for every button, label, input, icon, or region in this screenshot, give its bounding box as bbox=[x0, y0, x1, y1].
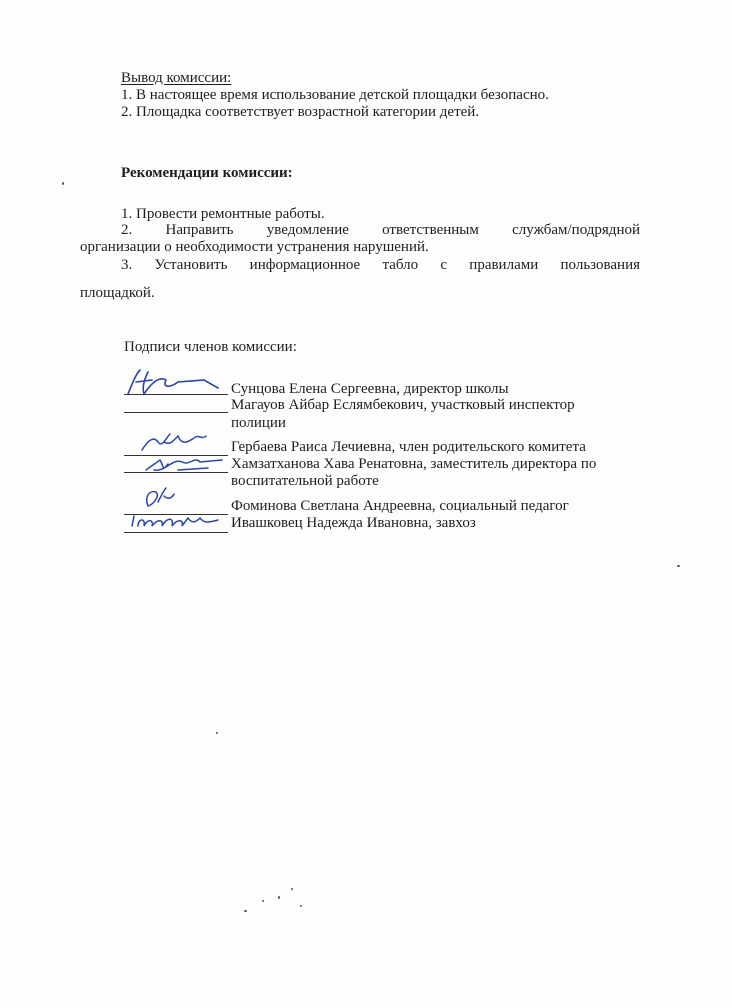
scan-speck bbox=[262, 900, 264, 902]
signature-6-icon bbox=[126, 508, 226, 534]
conclusion-item-2: 2. Площадка соответствует возрастной категории детей. bbox=[121, 104, 480, 120]
signatures-heading: Подписи членов комиссии: bbox=[124, 339, 297, 355]
signature-1-icon bbox=[118, 366, 234, 400]
member-6-name: Ивашковец Надежда Ивановна, завхоз bbox=[231, 515, 476, 531]
member-5-name: Фоминова Светлана Андреевна, социальный педагог bbox=[231, 498, 569, 514]
member-4-name-cont: воспитательной работе bbox=[231, 473, 379, 489]
conclusion-heading: Вывод комиссии: bbox=[121, 70, 232, 86]
recommendation-item-1: 1. Провести ремонтные работы. bbox=[121, 206, 325, 222]
member-4-name: Хамзатханова Хава Ренатовна, заместитель директора по bbox=[231, 456, 597, 472]
member-2-name: Магауов Айбар Еслямбекович, участковый инспектор bbox=[231, 397, 575, 413]
signature-line bbox=[124, 412, 228, 413]
member-3-name: Гербаева Раиса Лечиевна, член родительского комитета bbox=[231, 439, 586, 455]
scan-speck bbox=[291, 888, 293, 890]
scan-speck bbox=[216, 732, 218, 734]
scan-speck bbox=[300, 905, 302, 907]
recommendations-heading: Рекомендации комиссии: bbox=[121, 165, 293, 181]
recommendation-item-2-line-1: 2. Направить уведомление ответственным службам/подрядной bbox=[121, 222, 640, 238]
conclusion-item-1: 1. В настоящее время использование детской площадки безопасно. bbox=[121, 87, 549, 103]
scan-speck bbox=[677, 565, 680, 567]
scan-speck bbox=[244, 910, 247, 912]
recommendation-item-3-line-1: 3. Установить информационное табло с правилами пользования bbox=[121, 257, 640, 273]
member-2-name-cont: полиции bbox=[231, 415, 286, 431]
recommendation-item-3-line-2: площадкой. bbox=[80, 285, 155, 301]
member-1-name: Сунцова Елена Сергеевна, директор школы bbox=[231, 381, 509, 397]
scan-speck bbox=[278, 896, 280, 899]
scan-speck bbox=[62, 182, 64, 185]
signature-4-icon bbox=[138, 450, 228, 478]
recommendation-item-2-line-2: организации о необходимости устранения нарушений. bbox=[80, 239, 429, 255]
